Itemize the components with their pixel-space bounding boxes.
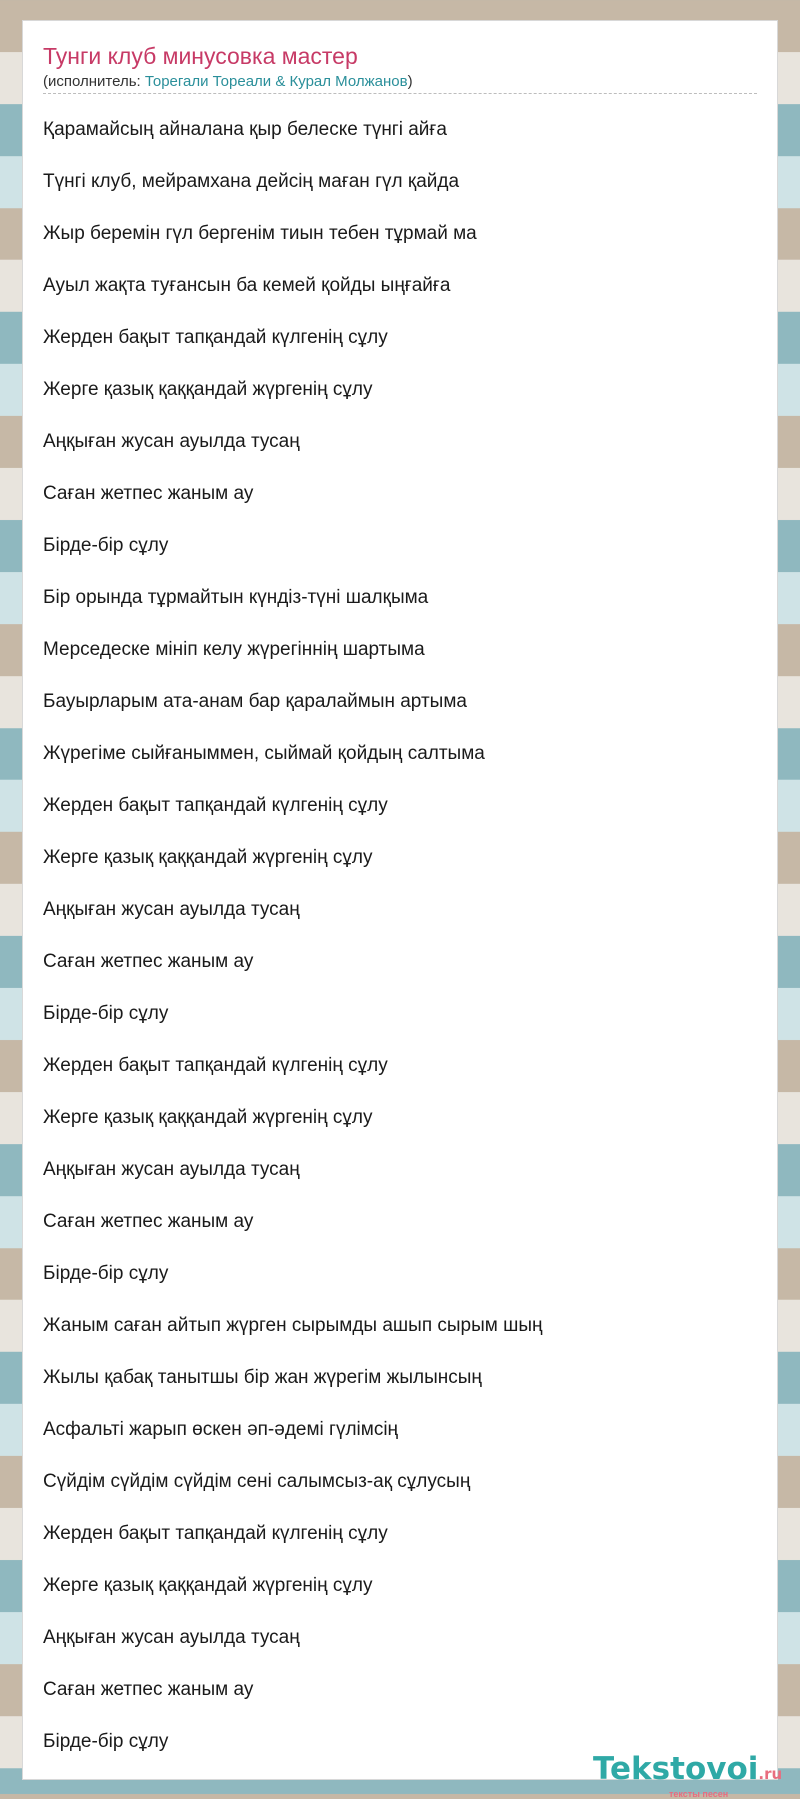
lyric-line: Мерседеске мініп келу жүрегіннің шартыма bbox=[43, 639, 425, 660]
logo-tld: .ru bbox=[758, 1765, 783, 1783]
lyric-line: Асфальті жарып өскен әп-әдемі гүлімсің bbox=[43, 1419, 399, 1440]
lyric-line: Жерден бақыт тапқандай күлгенің сұлу bbox=[43, 795, 388, 816]
lyric-line: Бірде-бір сұлу bbox=[43, 1731, 169, 1752]
lyric-line: Жерге қазық қаққандай жүргенің сұлу bbox=[43, 1575, 373, 1596]
performer-line bbox=[43, 73, 413, 90]
lyric-line: Жерден бақыт тапқандай күлгенің сұлу bbox=[43, 1523, 388, 1544]
lyric-line: Жылы қабақ танытшы бір жан жүрегім жылынсың bbox=[43, 1367, 482, 1388]
lyric-line: Бір орында тұрмайтын күндіз-түні шалқыма bbox=[43, 587, 429, 608]
lyric-line: Бірде-бір сұлу bbox=[43, 535, 169, 556]
lyric-line: Жерге қазық қаққандай жүргенің сұлу bbox=[43, 1107, 373, 1128]
lyric-line: Бауырларым ата-анам бар қаралаймын артыма bbox=[43, 691, 467, 712]
lyric-line: Саған жетпес жаным ау bbox=[43, 951, 254, 972]
lyric-line: Саған жетпес жаным ау bbox=[43, 483, 254, 504]
lyric-line: Жерден бақыт тапқандай күлгенің сұлу bbox=[43, 327, 388, 348]
lyric-line: Жыр беремін гүл бергенім тиын тебен тұрмай ма bbox=[43, 223, 477, 244]
lyric-line: Бірде-бір сұлу bbox=[43, 1003, 169, 1024]
header-divider bbox=[43, 93, 757, 94]
site-logo[interactable] bbox=[593, 1751, 793, 1799]
lyric-line: Ауыл жақта туғансын ба кемей қойды ыңғайға bbox=[43, 275, 451, 296]
logo-name: Tekstovoi bbox=[593, 1751, 759, 1787]
lyrics-list bbox=[43, 104, 543, 1768]
performer-suffix: ) bbox=[407, 73, 413, 90]
artist-link[interactable]: Торегали Тореали & Курал Молжанов bbox=[144, 73, 408, 90]
lyric-line: Аңқыған жусан ауылда тусаң bbox=[43, 899, 300, 920]
lyric-line: Қарамайсың айналана қыр белеске түнгі айға bbox=[43, 119, 447, 140]
lyric-line: Жүрегіме сыйғаныммен, сыймай қойдың салтыма bbox=[43, 743, 485, 764]
performer-prefix: (исполнитель: bbox=[43, 73, 145, 90]
lyric-line: Бірде-бір сұлу bbox=[43, 1263, 169, 1284]
lyric-line: Аңқыған жусан ауылда тусаң bbox=[43, 1159, 300, 1180]
logo-tagline: тексты песен bbox=[669, 1789, 729, 1799]
song-title: Тунги клуб минусовка мастер bbox=[43, 43, 358, 69]
lyric-line: Түнгі клуб, мейрамхана дейсің маған гүл қайда bbox=[43, 171, 460, 192]
lyric-line: Сүйдім сүйдім сүйдім сені салымсыз-ақ сұлусың bbox=[43, 1471, 471, 1492]
lyrics-card bbox=[22, 20, 783, 1799]
lyric-line: Жерге қазық қаққандай жүргенің сұлу bbox=[43, 379, 373, 400]
lyric-line: Жаным саған айтып жүрген сырымды ашып сырым шың bbox=[43, 1315, 543, 1336]
lyric-line: Аңқыған жусан ауылда тусаң bbox=[43, 1627, 300, 1648]
lyric-line: Аңқыған жусан ауылда тусаң bbox=[43, 431, 300, 452]
lyric-line: Жерге қазық қаққандай жүргенің сұлу bbox=[43, 847, 373, 868]
lyric-line: Саған жетпес жаным ау bbox=[43, 1679, 254, 1700]
lyric-line: Жерден бақыт тапқандай күлгенің сұлу bbox=[43, 1055, 388, 1076]
lyric-line: Саған жетпес жаным ау bbox=[43, 1211, 254, 1232]
